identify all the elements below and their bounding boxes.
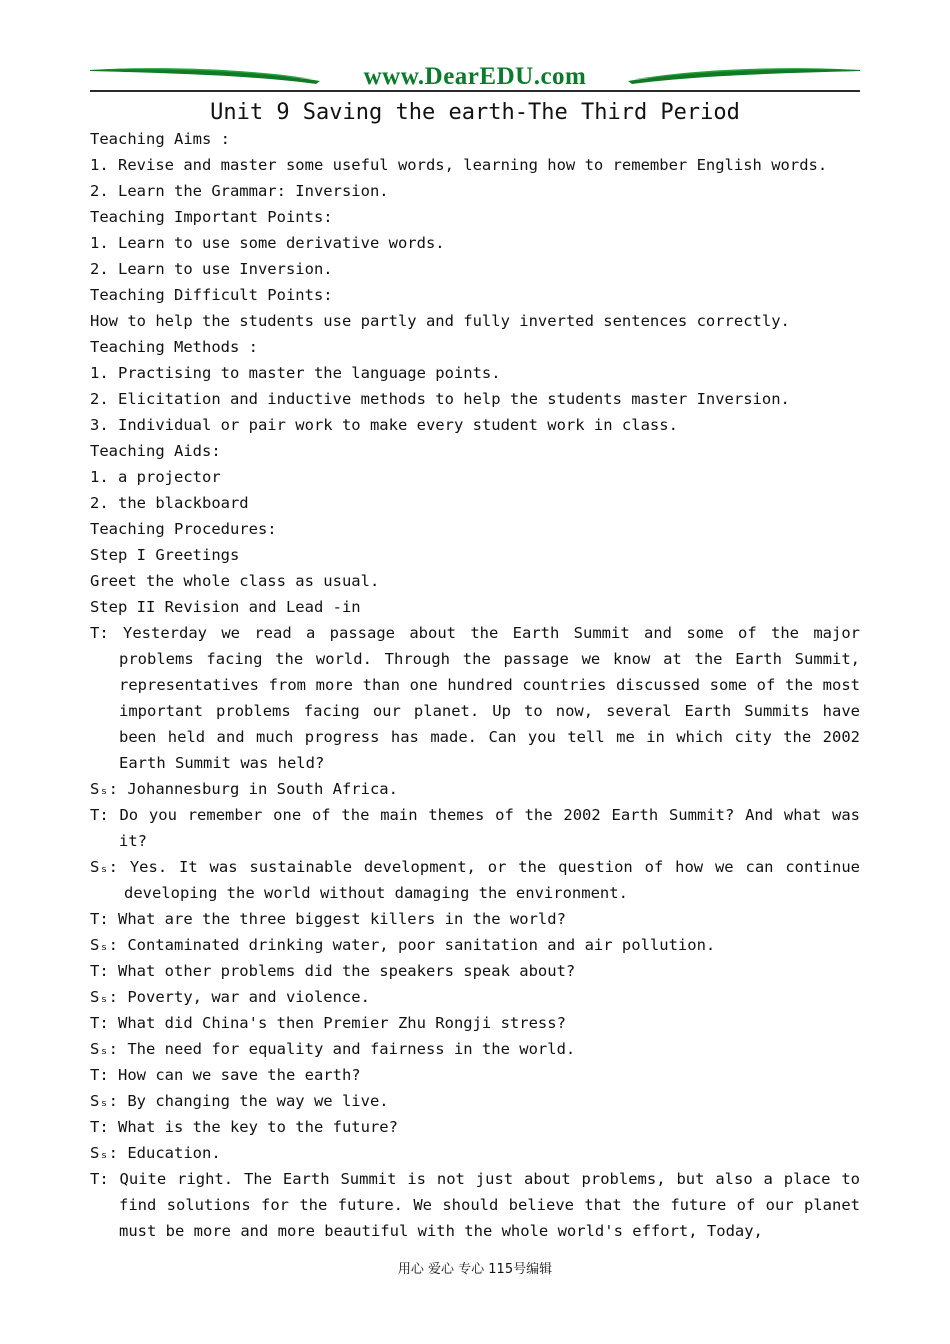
text-line: Teaching Aims : bbox=[90, 130, 230, 148]
dialogue-students: Sₛ: Education. bbox=[90, 1144, 221, 1162]
dialogue-teacher: T: Do you remember one of the main themes of the 2002 Earth Summit? And what was it? bbox=[90, 806, 860, 850]
dialogue-students: Sₛ: By changing the way we live. bbox=[90, 1092, 389, 1110]
text-line: Greet the whole class as usual. bbox=[90, 572, 380, 590]
text-line: Step II Revision and Lead -in bbox=[90, 598, 361, 616]
dialogue-teacher: T: What is the key to the future? bbox=[90, 1118, 398, 1136]
dialogue-teacher: T: What are the three biggest killers in the world? bbox=[90, 910, 566, 928]
dialogue-students: Sₛ: Poverty, war and violence. bbox=[90, 988, 370, 1006]
dialogue-students: Sₛ: The need for equality and fairness in the world. bbox=[90, 1040, 576, 1058]
header-rule bbox=[90, 90, 860, 92]
text-line: Teaching Methods : bbox=[90, 338, 258, 356]
text-line: 1. Learn to use some derivative words. bbox=[90, 234, 445, 252]
dialogue-students: Sₛ: Johannesburg in South Africa. bbox=[90, 780, 398, 798]
text-line: 2. Learn the Grammar: Inversion. bbox=[90, 182, 389, 200]
text-line: 2. the blackboard bbox=[90, 494, 249, 512]
text-line: Teaching Aids: bbox=[90, 442, 221, 460]
dialogue-teacher: T: What did China's then Premier Zhu Rongji stress? bbox=[90, 1014, 566, 1032]
text-line: Teaching Difficult Points: bbox=[90, 286, 333, 304]
dialogue-teacher: T: What other problems did the speakers speak about? bbox=[90, 962, 576, 980]
text-line: 1. Revise and master some useful words, learning how to remember English words. bbox=[90, 156, 828, 174]
dialogue-students: Sₛ: Yes. It was sustainable development, or the question of how we can continue developing the world without damaging the environment. bbox=[90, 858, 860, 902]
dialogue-teacher: T: How can we save the earth? bbox=[90, 1066, 361, 1084]
document-body bbox=[90, 126, 860, 1244]
text-line: Teaching Important Points: bbox=[90, 208, 333, 226]
text-line: Step I Greetings bbox=[90, 546, 240, 564]
text-line: 2. Elicitation and inductive methods to help the students master Inversion. bbox=[90, 390, 790, 408]
document-title: Unit 9 Saving the earth-The Third Period bbox=[210, 100, 740, 125]
text-line: 1. Practising to master the language points. bbox=[90, 364, 501, 382]
text-line: 2. Learn to use Inversion. bbox=[90, 260, 333, 278]
site-brand[interactable]: www.DearEDU.com bbox=[363, 63, 587, 90]
dialogue-teacher: T: Quite right. The Earth Summit is not just about problems, but also a place to find solutions for the future. We should believe that the future of our planet must be more and more beautiful with the whole world's effort, Today, bbox=[90, 1170, 860, 1240]
text-line: Teaching Procedures: bbox=[90, 520, 277, 538]
text-line: 1. a projector bbox=[90, 468, 221, 486]
text-line: 3. Individual or pair work to make every student work in class. bbox=[90, 416, 678, 434]
dialogue-teacher: T: Yesterday we read a passage about the Earth Summit and some of the major problems facing the world. Through the passage we know at the Earth Summit, representatives from more than one hundred countries discussed some of the most important problems facing our planet. Up to now, several Earth Summits have been held and much progress has made. Can you tell me in which city the 2002 Earth Summit was held? bbox=[90, 624, 860, 772]
site-header bbox=[90, 62, 860, 98]
text-line: How to help the students use partly and fully inverted sentences correctly. bbox=[90, 312, 790, 330]
page-footer: 用心 爱心 专心 115号编辑 bbox=[397, 1262, 553, 1277]
dialogue-students: Sₛ: Contaminated drinking water, poor sanitation and air pollution. bbox=[90, 936, 716, 954]
